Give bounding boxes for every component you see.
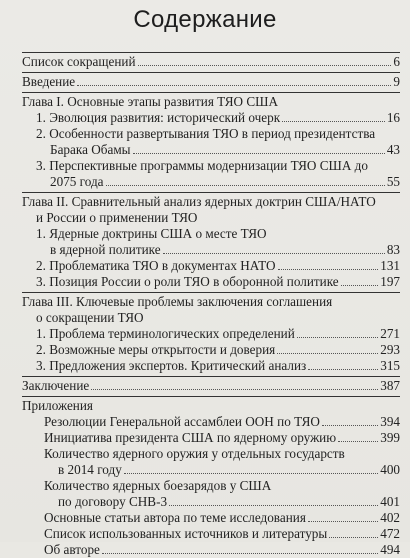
toc-entry-title: Инициатива президента США по ядерному оружию bbox=[44, 430, 337, 445]
toc-page-number: 387 bbox=[380, 378, 400, 393]
toc-entry bbox=[22, 358, 400, 374]
toc-entry-title: Заключение bbox=[22, 378, 90, 393]
toc-page-number: 55 bbox=[386, 174, 400, 189]
toc-entry bbox=[22, 274, 400, 290]
dot-leader bbox=[308, 521, 378, 522]
toc-entry bbox=[22, 72, 400, 90]
toc-page-number: 399 bbox=[380, 430, 400, 445]
dot-leader bbox=[91, 389, 378, 390]
toc-entry bbox=[22, 478, 400, 510]
toc-entry-title: Глава II. Сравнительный анализ ядерных доктрин США/НАТО bbox=[22, 194, 376, 209]
toc-entry-title-continued: по договору СНВ-3 bbox=[58, 494, 168, 509]
toc-entry-title: 3. Предложения экспертов. Критический анализ bbox=[36, 358, 307, 373]
toc-entry bbox=[22, 542, 400, 558]
toc-page-number: 315 bbox=[380, 358, 400, 373]
toc-entry-title: Список использованных источников и литературы bbox=[44, 526, 328, 541]
dot-leader bbox=[138, 65, 392, 66]
toc-entry-title-continued: в ядерной политике bbox=[50, 242, 161, 257]
dot-leader bbox=[282, 121, 385, 122]
toc-entry bbox=[22, 192, 400, 226]
toc-entry-title: 2. Особенности развертывания ТЯО в период президентства bbox=[36, 126, 376, 141]
toc-entry bbox=[22, 510, 400, 526]
toc-entry bbox=[22, 126, 400, 158]
toc-page-number: 401 bbox=[380, 494, 400, 509]
toc-entry-title-continued: 2075 года bbox=[50, 174, 104, 189]
dot-leader bbox=[106, 185, 385, 186]
dot-leader bbox=[77, 85, 391, 86]
dot-leader bbox=[338, 441, 378, 442]
toc-entry-title: 3. Позиция России о роли ТЯО в оборонной политике bbox=[36, 274, 339, 289]
toc-entry bbox=[22, 226, 400, 258]
toc-entry-title-continued: и России о применении ТЯО bbox=[36, 210, 198, 225]
toc-page-number: 472 bbox=[380, 526, 400, 541]
dot-leader bbox=[133, 153, 385, 154]
toc-entry-title: Резолюции Генеральной ассамблеи ООН по ТЯО bbox=[44, 414, 320, 429]
toc-entry-title: 1. Проблема терминологических определений bbox=[36, 326, 295, 341]
toc-entry-title: 3. Перспективные программы модернизации ТЯО США до bbox=[36, 158, 368, 173]
toc-entry-title: Глава I. Основные этапы развития ТЯО США bbox=[22, 94, 278, 109]
toc-entry-title: Количество ядерных боезарядов у США bbox=[44, 478, 272, 493]
dot-leader bbox=[163, 253, 385, 254]
toc-entry bbox=[22, 414, 400, 430]
toc-page-number: 197 bbox=[380, 274, 400, 289]
toc-page-number: 6 bbox=[393, 54, 400, 69]
dot-leader bbox=[308, 369, 378, 370]
toc-entry-title-continued: о сокращении ТЯО bbox=[36, 310, 144, 325]
dot-leader bbox=[102, 553, 378, 554]
dot-leader bbox=[322, 425, 378, 426]
toc-page-number: 494 bbox=[380, 542, 400, 557]
toc-entry-title: Об авторе bbox=[44, 542, 100, 557]
toc-entry bbox=[22, 376, 400, 394]
toc-entry bbox=[22, 110, 400, 126]
toc-entry-title: 2. Возможные меры открытости и доверия bbox=[36, 342, 276, 357]
toc-page-number: 402 bbox=[380, 510, 400, 525]
page-title: Содержание bbox=[133, 6, 277, 33]
toc-entry-title: 1. Эволюция развития: исторический очерк bbox=[36, 110, 281, 125]
toc-page-number: 9 bbox=[393, 74, 400, 89]
toc-entry bbox=[22, 446, 400, 478]
toc-entry bbox=[22, 326, 400, 342]
table-of-contents bbox=[22, 50, 400, 558]
toc-entry bbox=[22, 342, 400, 358]
toc-page-number: 271 bbox=[380, 326, 400, 341]
toc-entry-title: Глава III. Ключевые проблемы заключения соглашения bbox=[22, 294, 333, 309]
toc-entry bbox=[22, 92, 400, 110]
toc-entry-title: Введение bbox=[22, 74, 76, 89]
dot-leader bbox=[124, 473, 378, 474]
toc-entry bbox=[22, 258, 400, 274]
toc-entry-title: Приложения bbox=[22, 398, 93, 413]
dot-leader bbox=[329, 537, 378, 538]
toc-entry bbox=[22, 526, 400, 542]
toc-entry-title: 2. Проблематика ТЯО в документах НАТО bbox=[36, 258, 276, 273]
toc-page-number: 394 bbox=[380, 414, 400, 429]
toc-entry bbox=[22, 396, 400, 414]
toc-entry-title: 1. Ядерные доктрины США о месте ТЯО bbox=[36, 226, 267, 241]
dot-leader bbox=[277, 353, 378, 354]
toc-entry-title-continued: Барака Обамы bbox=[50, 142, 131, 157]
dot-leader bbox=[341, 285, 379, 286]
toc-page-number: 43 bbox=[386, 142, 400, 157]
dot-leader bbox=[169, 505, 378, 506]
toc-entry-title: Список сокращений bbox=[22, 54, 136, 69]
toc-page-number: 16 bbox=[386, 110, 400, 125]
toc-entry-title-continued: в 2014 году bbox=[58, 462, 122, 477]
toc-page-number: 83 bbox=[386, 242, 400, 257]
toc-page-number: 131 bbox=[380, 258, 400, 273]
toc-entry-title: Основные статьи автора по теме исследования bbox=[44, 510, 306, 525]
toc-entry-title: Количество ядерного оружия у отдельных государств bbox=[44, 446, 345, 461]
toc-page-number: 400 bbox=[380, 462, 400, 477]
dot-leader bbox=[278, 269, 379, 270]
toc-entry bbox=[22, 52, 400, 70]
toc-entry bbox=[22, 430, 400, 446]
toc-entry bbox=[22, 158, 400, 190]
toc-page-number: 293 bbox=[380, 342, 400, 357]
dot-leader bbox=[297, 337, 378, 338]
toc-entry bbox=[22, 292, 400, 326]
